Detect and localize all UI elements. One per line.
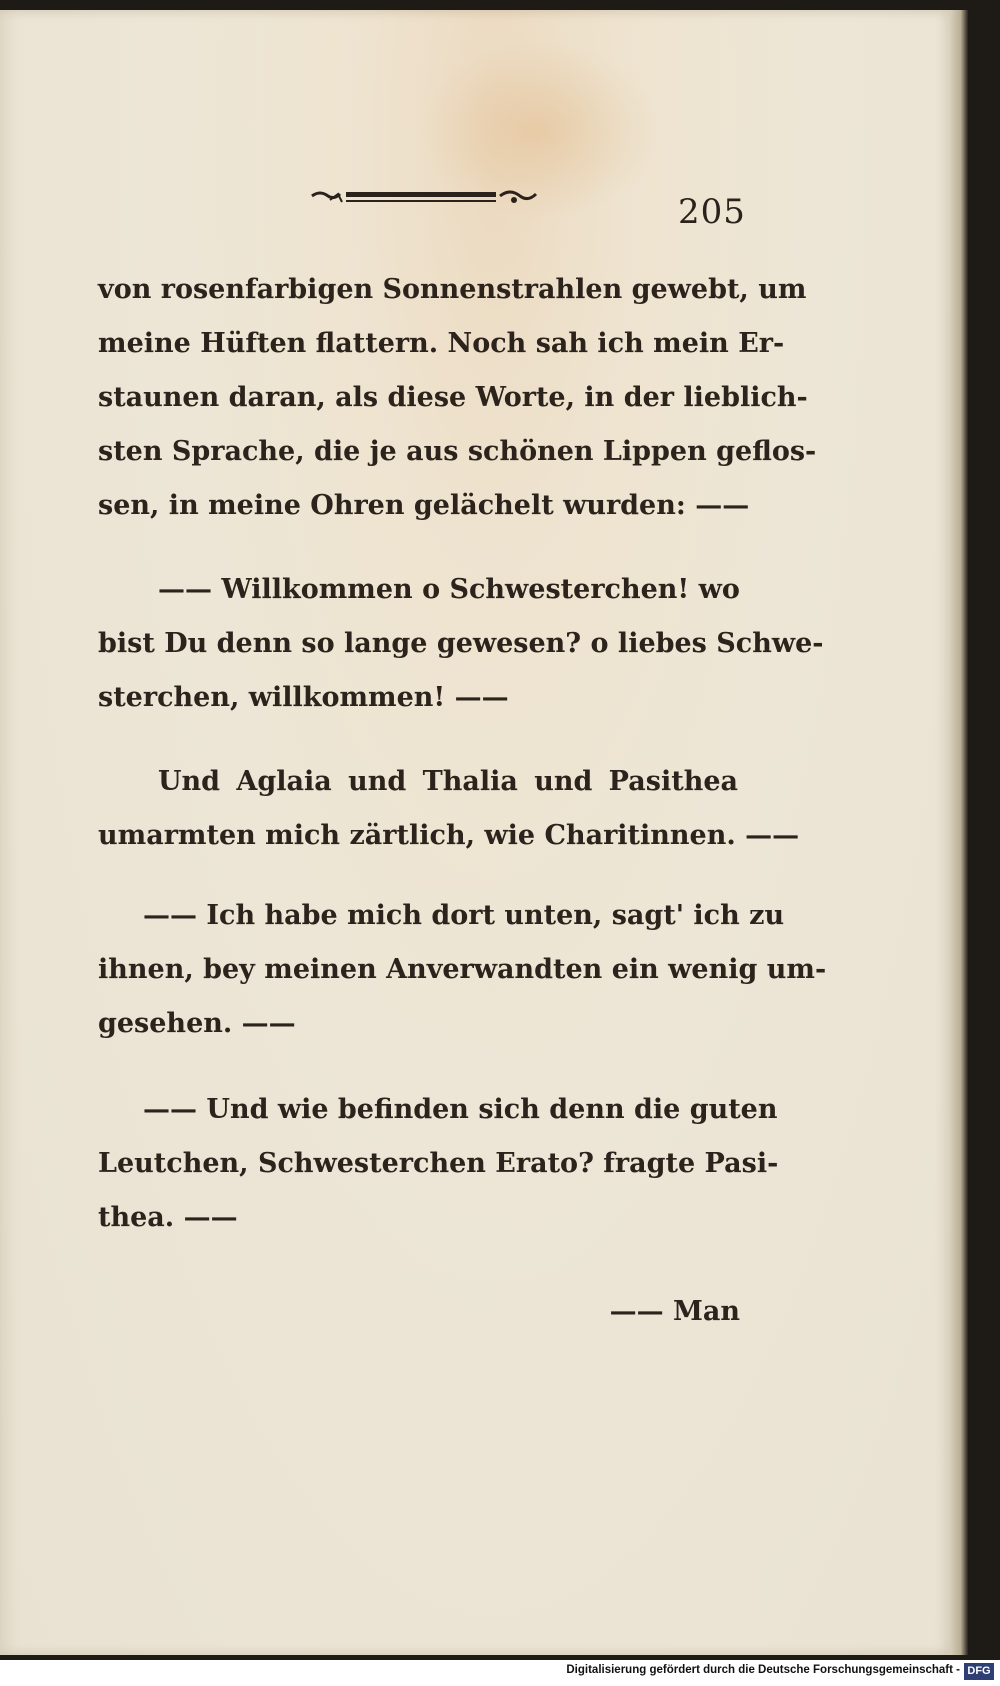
header-ornament bbox=[310, 186, 540, 212]
text-line: Leutchen, Schwesterchen Erato? fragte Pasi- bbox=[98, 1148, 779, 1179]
text-line: —— Ich habe mich dort unten, sagt' ich zu bbox=[143, 900, 785, 931]
text-line: von rosenfarbigen Sonnenstrahlen gewebt, um bbox=[98, 274, 807, 305]
text-line: —— Willkommen o Schwesterchen! wo bbox=[158, 574, 740, 605]
catchword: —— Man bbox=[609, 1296, 740, 1327]
text-line: sterchen, willkommen! —— bbox=[98, 682, 509, 713]
text-line: gesehen. —— bbox=[98, 1008, 296, 1039]
text-line: sten Sprache, die je aus schönen Lippen geflos- bbox=[98, 436, 817, 467]
funding-credit: Digitalisierung gefördert durch die Deutsche Forschungsgemeinschaft - bbox=[566, 1664, 960, 1676]
text-line: bist Du denn so lange gewesen? o liebes Schwe- bbox=[98, 628, 824, 659]
page-number: 205 bbox=[678, 192, 746, 232]
text-line: —— Und wie befinden sich denn die guten bbox=[143, 1094, 778, 1125]
text-line: thea. —— bbox=[98, 1202, 238, 1233]
text-line: sen, in meine Ohren gelächelt wurden: —— bbox=[98, 490, 750, 521]
text-line: umarmten mich zärtlich, wie Charitinnen. —— bbox=[98, 820, 800, 851]
text-line: meine Hüften flattern. Noch sah ich mein Er- bbox=[98, 328, 785, 359]
text-line: ihnen, bey meinen Anverwandten ein wenig um- bbox=[98, 954, 827, 985]
page-edge bbox=[950, 10, 968, 1655]
footer-bar bbox=[0, 1660, 1000, 1686]
text-line: Und Aglaia und Thalia und Pasithea bbox=[158, 766, 738, 797]
dfg-logo: DFG bbox=[964, 1663, 994, 1680]
text-line: staunen daran, als diese Worte, in der lieblich- bbox=[98, 382, 808, 413]
